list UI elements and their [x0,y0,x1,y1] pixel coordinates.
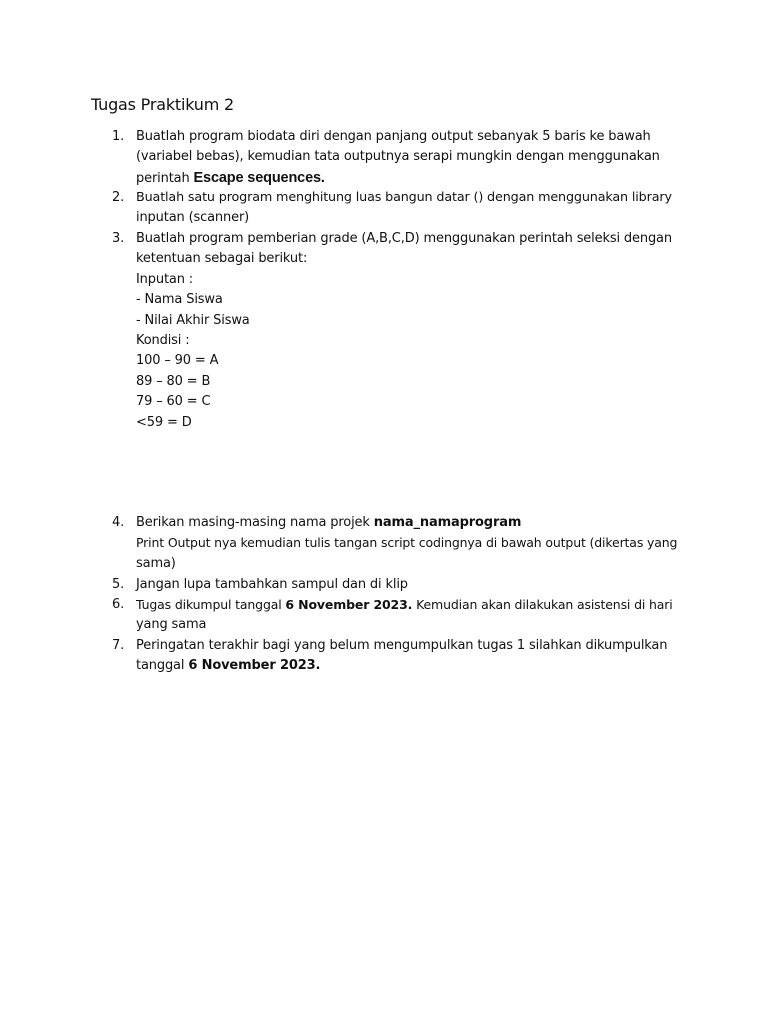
item-text-line: Print Output nya kemudian tulis tangan script codingnya di bawah output (dikertas yang [136,535,678,551]
list-item-3 [112,229,680,433]
item-text-line [136,656,677,676]
item-text-line: Peringatan terakhir bagi yang belum mengumpulkan tugas 1 silahkan dikumpulkan [136,638,668,653]
item-body [136,636,677,677]
item-text: Berikan masing-masing nama projek [136,515,374,530]
item-body [136,127,677,189]
item-text-line: 100 – 90 = A [136,353,219,369]
list-item-7 [112,636,680,677]
item-text: Kemudian akan dilakukan asistensi di hari [412,597,673,612]
item-text-line: Kondisi : [136,333,190,349]
item-text-line: inputan (scanner) [136,210,250,226]
item-text: perintah [136,170,194,186]
item-number: 3. [112,231,125,246]
item-number: 5. [112,577,125,592]
item-text-line [136,595,677,615]
item-text-line: sama) [136,555,176,571]
list-item-1 [112,127,680,189]
item-text-line: Buatlah program pemberian grade (A,B,C,D) menggunakan perintah seleksi dengan [136,231,672,246]
item-text-line: Jangan lupa tambahkan sampul dan di klip [136,577,408,592]
item-text: Tugas dikumpul tanggal [136,597,286,612]
item-text-line: Buatlah program biodata diri dengan panjang output sebanyak 5 baris ke bawah [136,129,651,144]
list-item-4 [112,513,680,574]
emphasis-text: 6 November 2023. [285,597,413,612]
item-text: tanggal [136,658,189,674]
item-number: 6. [112,597,125,612]
item-text-line: 79 – 60 = C [136,394,211,410]
item-number: 4. [112,515,125,530]
item-text-line: - Nama Siswa [136,292,223,308]
item-text-line: 89 – 80 = B [136,373,211,389]
list-item-6 [112,595,680,636]
item-text-line: yang sama [136,617,207,633]
item-text-line: - Nilai Akhir Siswa [136,312,250,328]
emphasis-text: nama_namaprogram [373,515,522,530]
item-text-line: (variabel bebas), kemudian tata outputnya serapi mungkin dengan menggunakan [136,149,660,165]
document-title: Tugas Praktikum 2 [91,95,234,114]
item-text-line: ketentuan sebagai berikut: [136,251,308,267]
list-item-5 [112,575,680,595]
emphasis-text: Escape sequences. [193,169,325,186]
item-text-line: Buatlah satu program menghitung luas bangun datar () dengan menggunakan library [136,190,672,205]
emphasis-text: 6 November 2023. [188,658,321,674]
item-body [136,595,677,636]
item-number: 7. [112,638,125,653]
item-text-line: Inputan : [136,271,194,287]
item-text-line [136,513,677,533]
item-number: 1. [112,129,125,144]
item-body [136,229,677,433]
item-text-line [136,168,677,189]
item-text-line: <59 = D [136,414,192,430]
list-item-2 [112,188,680,229]
item-number: 2. [112,190,125,205]
item-body [136,188,677,229]
item-body [136,575,677,595]
item-body [136,513,677,574]
